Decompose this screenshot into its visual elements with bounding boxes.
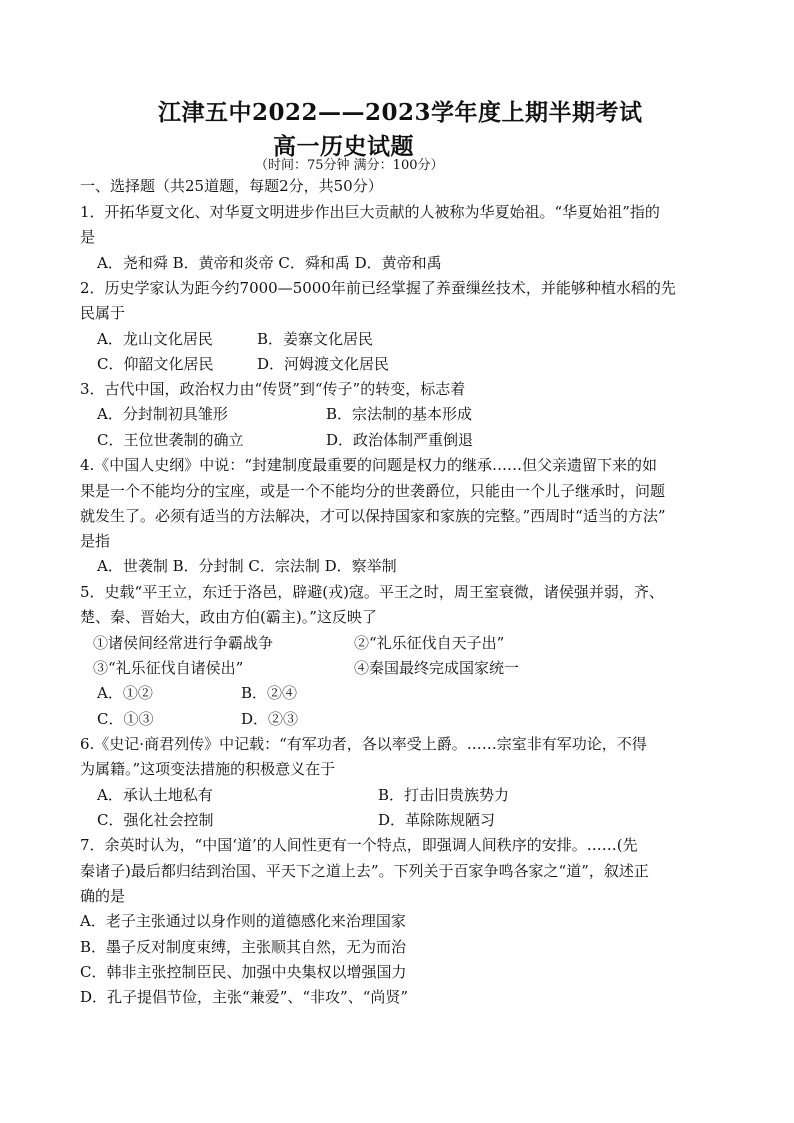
exam-title: 江津五中2022——2023学年度上期半期考试 — [158, 99, 643, 126]
question-1-options: A．尧和舜 B．黄帝和炎帝 C．舜和禹 D．黄帝和禹 — [97, 254, 442, 272]
question-2-option-d: D．河姆渡文化居民 — [257, 355, 390, 373]
question-7-line-3: 确的是 — [80, 887, 126, 905]
question-2-option-a: A．龙山文化居民 — [97, 330, 213, 348]
question-5-line-2: 楚、秦、晋始大，政由方伯(霸主)。”这反映了 — [80, 608, 377, 626]
question-7-option-a: A．老子主张通过以身作则的道德感化来治理国家 — [80, 912, 406, 930]
question-5-option-b: B．②④ — [241, 684, 298, 702]
question-2-option-c: C．仰韶文化居民 — [97, 355, 214, 373]
question-5-option-a: A．①② — [97, 684, 153, 702]
question-6-option-c: C．强化社会控制 — [97, 811, 214, 829]
question-4-line-3: 就发生了。必须有适当的方法解决，才可以保持国家和家族的完整。”西周时“适当的方法” — [80, 507, 666, 525]
question-7-option-d: D．孔子提倡节俭，主张“兼爱”、“非攻”、“尚贤” — [80, 988, 409, 1006]
question-7-line-1: 7．余英时认为，“中国‘道’的人间性更有一个特点，即强调人间秩序的安排。……(先 — [80, 836, 638, 854]
question-3-option-b: B．宗法制的基本形成 — [326, 405, 473, 423]
question-7-line-2: 秦诸子)最后都归结到治国、平天下之道上去”。下列关于百家争鸣各家之“道”，叙述正 — [80, 862, 649, 880]
question-3-option-a: A．分封制初具雏形 — [97, 405, 228, 423]
question-1-line-2: 是 — [80, 228, 96, 246]
question-3-line-1: 3．古代中国，政治权力由“传贤”到“传子”的转变，标志着 — [80, 380, 466, 398]
question-2-option-b: B．姜寨文化居民 — [257, 330, 374, 348]
question-6-line-2: 为属籍。”这项变法措施的积极意义在于 — [80, 760, 336, 778]
question-6-option-a: A．承认土地私有 — [97, 786, 213, 804]
question-5-option-c: C．①③ — [97, 710, 154, 728]
question-6-option-b: B．打击旧贵族势力 — [378, 786, 510, 804]
question-3-option-c: C．王位世袭制的确立 — [97, 431, 244, 449]
question-4-line-4: 是指 — [80, 532, 111, 550]
exam-meta: （时间：75分钟 满分：100分） — [255, 158, 444, 173]
question-4-options: A．世袭制 B．分封制 C．宗法制 D．察举制 — [97, 557, 397, 575]
question-7-option-c: C．韩非主张控制臣民、加强中央集权以增强国力 — [80, 963, 407, 981]
question-5-option-d: D．②③ — [241, 710, 299, 728]
question-2-line-2: 民属于 — [80, 304, 126, 322]
exam-subtitle: 高一历史试题 — [273, 133, 414, 160]
question-5-item-2: ②“礼乐征伐自天子出” — [354, 634, 505, 652]
question-5-item-4: ④秦国最终完成国家统一 — [354, 659, 520, 677]
question-4-line-1: 4.《中国人史纲》中说：“封建制度最重要的问题是权力的继承……但父亲遗留下来的如 — [80, 456, 657, 474]
question-1-line-1: 1．开拓华夏文化、对华夏文明进步作出巨大贡献的人被称为华夏始祖。“华夏始祖”指的 — [80, 203, 660, 221]
question-7-option-b: B．墨子反对制度束缚，主张顺其自然，无为而治 — [80, 938, 407, 956]
question-5-item-1: ①诸侯间经常进行争霸战争 — [93, 634, 274, 652]
question-6-line-1: 6.《史记·商君列传》中记载：“有军功者，各以率受上爵。……宗室非有军功论，不得 — [80, 735, 647, 753]
question-2-line-1: 2．历史学家认为距今约7000—5000年前已经掌握了养蚕缫丝技术，并能够种植水稻的先 — [80, 279, 676, 297]
question-6-option-d: D．革除陈规陋习 — [378, 811, 496, 829]
question-3-option-d: D．政治体制严重倒退 — [326, 431, 474, 449]
question-4-line-2: 果是一个不能均分的宝座，或是一个不能均分的世袭爵位，只能由一个儿子继承时，问题 — [80, 482, 666, 500]
question-5-item-3: ③“礼乐征伐自诸侯出” — [93, 659, 244, 677]
section-heading: 一、选择题（共25道题，每题2分，共50分） — [80, 177, 383, 195]
question-5-line-1: 5．史载“平王立，东迁于洛邑，辟避(戎)寇。平王之时，周王室衰微，诸侯强并弱，齐、 — [80, 583, 664, 601]
